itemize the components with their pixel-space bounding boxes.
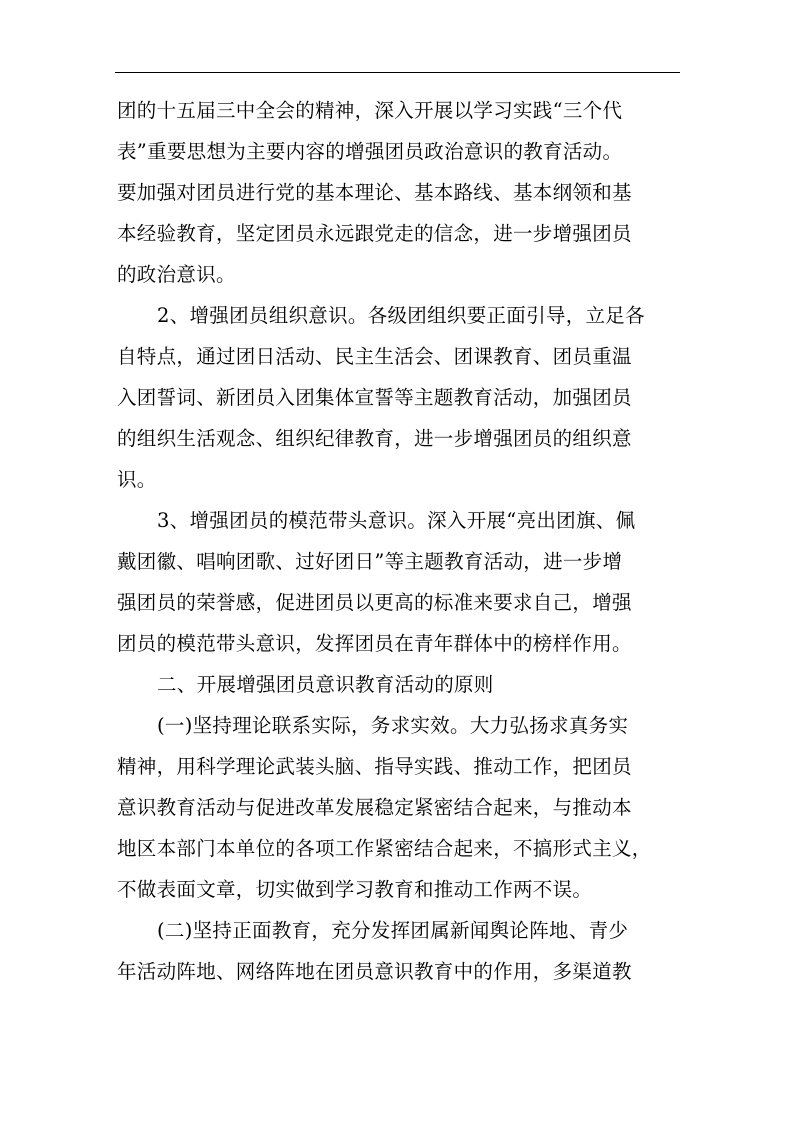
text-line: 表”重要思想为主要内容的增强团员政治意识的教育活动。 xyxy=(117,140,623,163)
text-line: 不做表面文章，切实做到学习教育和推动工作两不误。 xyxy=(117,878,593,901)
text-line: 意识教育活动与促进改革发展稳定紧密结合起来，与推动本 xyxy=(117,796,632,819)
text-line: 精神，用科学理论武装头脑、指导实践、推动工作，把团员 xyxy=(117,755,632,778)
principle-1-heading: (一)坚持理论联系实际，务求实效。大力弘扬求真务实 xyxy=(157,714,629,737)
text-line: 入团誓词、新团员入团集体宣誓等主题教育活动，加强团员 xyxy=(117,386,632,409)
text-line: 的组织生活观念、组织纪律教育，进一步增强团员的组织意 xyxy=(117,427,632,450)
text-line: 地区本部门本单位的各项工作紧密结合起来，不搞形式主义， xyxy=(117,837,652,860)
header-rule xyxy=(115,72,680,73)
section-heading: 二、开展增强团员意识教育活动的原则 xyxy=(157,673,494,696)
text-line: 戴团徽、唱响团歌、过好团日”等主题教育活动，进一步增 xyxy=(117,550,623,573)
text-line: 的政治意识。 xyxy=(117,263,236,286)
text-line: 团的十五届三中全会的精神，深入开展以学习实践“三个代 xyxy=(117,99,623,122)
principle-2-heading: (二)坚持正面教育，充分发挥团属新闻舆论阵地、青少 xyxy=(157,919,629,942)
body-text xyxy=(117,90,682,992)
text-line: 团员的模范带头意识，发挥团员在青年群体中的榜样作用。 xyxy=(117,632,632,655)
text-line: 自特点，通过团日活动、民主生活会、团课教育、团员重温 xyxy=(117,345,632,368)
text-line: 年活动阵地、网络阵地在团员意识教育中的作用，多渠道教 xyxy=(117,960,632,983)
text-line: 本经验教育，坚定团员永远跟党走的信念，进一步增强团员 xyxy=(117,222,632,245)
text-line: 要加强对团员进行党的基本理论、基本路线、基本纲领和基 xyxy=(117,181,632,204)
paragraph-3-heading: 3、增强团员的模范带头意识。深入开展“亮出团旗、佩 xyxy=(157,509,636,532)
text-line: 强团员的荣誉感，促进团员以更高的标准来要求自己，增强 xyxy=(117,591,632,614)
paragraph-2-heading: 2、增强团员组织意识。各级团组织要正面引导，立足各 xyxy=(157,304,645,327)
text-line: 识。 xyxy=(117,468,157,491)
